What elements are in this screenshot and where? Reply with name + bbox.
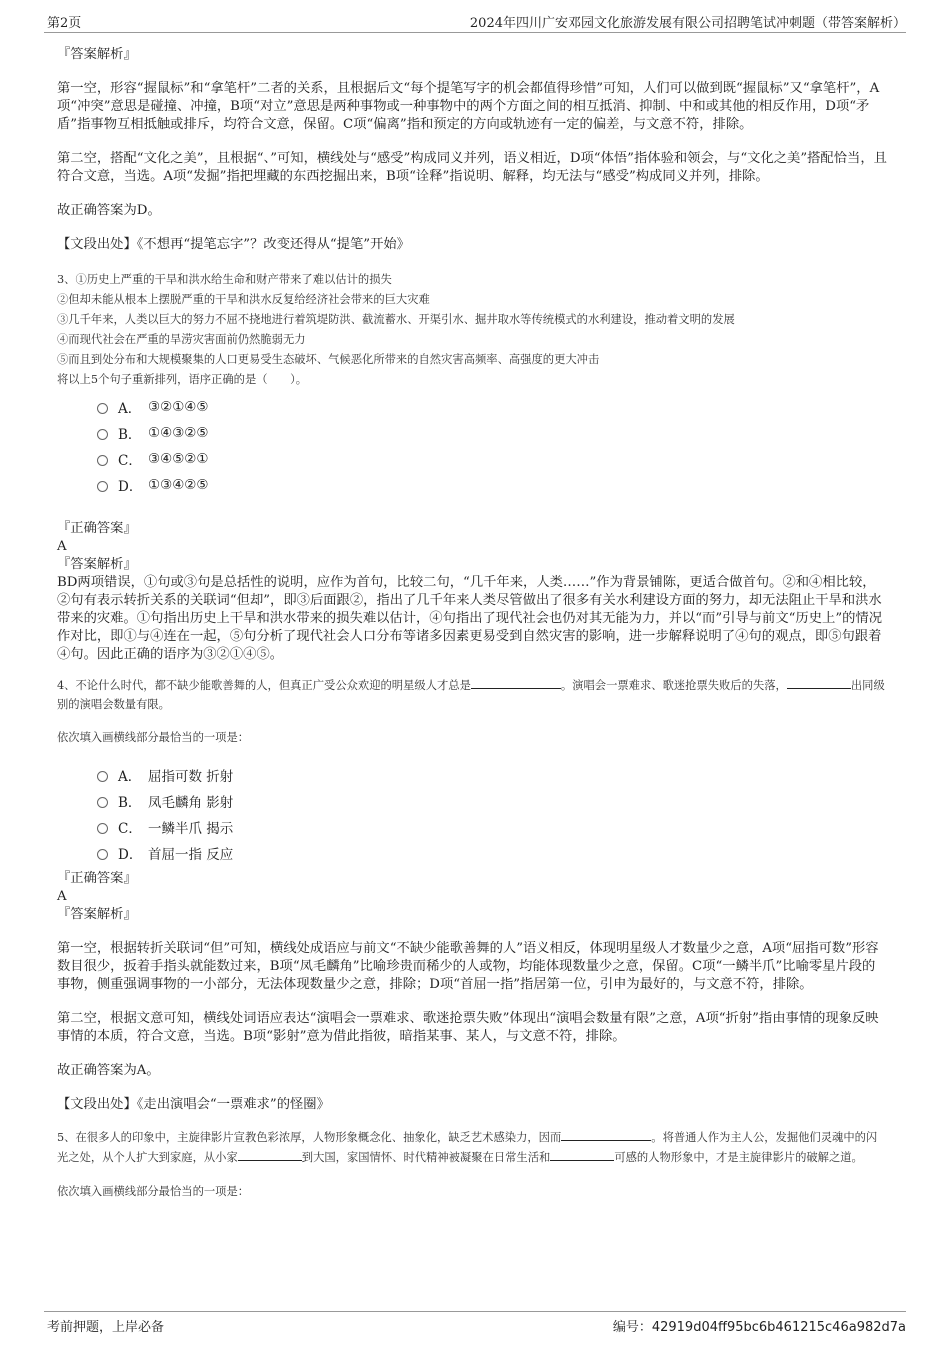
q3-analysis-label: 『答案解析』 [57, 557, 137, 572]
q4-option-b[interactable]: B． 凤毛麟角 影射 [57, 788, 887, 814]
q3-line: ③几千年来，人类以巨大的努力不屈不挠地进行着筑堤防洪、截流蓄水、开渠引水、掘井取水等传统模式的水利建设，推动着文明的发展 [57, 313, 735, 326]
document-title: 2024年四川广安邓园文化旅游发展有限公司招聘笔试冲刺题（带答案解析） [469, 16, 906, 31]
content [57, 46, 887, 1213]
q4-prompt: 依次填入画横线部分最恰当的一项是： [57, 731, 250, 744]
radio-icon[interactable] [97, 849, 108, 860]
q5-blank-1 [561, 1128, 651, 1141]
radio-icon[interactable] [97, 481, 108, 492]
q3-option-b[interactable]: B． ①④③②⑤ [57, 420, 887, 446]
q4-stem: 4、不论什么时代，都不缺少能歌善舞的人，但真正广受公众欢迎的明星级人才总是 。演唱会一票难求、歌迷抢票失败后的失落， 出同级别的演唱会数量有限。 [57, 676, 887, 714]
q3-analysis: BD两项错误，①句或③句是总括性的说明，应作为首句，比较二句，“几千年来，人类……”作为背景铺陈，更适合做首句。②和④相比较，②句有表示转折关系的关联词“但却”，即③后面跟②，指出了几千年来人类尽管做出了很多有关水利建设方面的努力，却无法阻止干旱和洪水带来的灾难。①句指出历史上干旱和洪水带来的损失难以估计，④句指出了现代社会也仍对其无能为力，并以“而”引导与前文“历史上”的情况作对比，即①与④连在一起，⑤句分析了现代社会人口分布等诸多因素更易受到自然灾害的影响，进一步解释说明了④句的观点，即⑤句跟着④句。因此正确的语序为③②①④⑤。 [57, 575, 883, 662]
q4-conclusion: 故正确答案为A。 [57, 1063, 160, 1078]
q2-source: 【文段出处】《不想再“提笔忘字”？改变还得从“提笔”开始》 [57, 237, 410, 252]
q3-option-c[interactable]: C． ③④⑤②① [57, 446, 887, 472]
q5-blank-3 [550, 1148, 614, 1161]
q3-option-a[interactable]: A． ③②①④⑤ [57, 394, 887, 420]
q3-line: ⑤而且到处分布和大规模聚集的人口更易受生态破坏、气候恶化所带来的自然灾害高频率、高强度的更大冲击 [57, 353, 600, 366]
q5-blank-2 [238, 1148, 302, 1161]
q3-line: 3、①历史上严重的干旱和洪水给生命和财产带来了难以估计的损失 [57, 273, 392, 286]
radio-icon[interactable] [97, 455, 108, 466]
q4-option-c[interactable]: C． 一鳞半爪 揭示 [57, 814, 887, 840]
q4-blank-2 [787, 676, 851, 689]
q2-analysis-para1: 第一空，形容“握鼠标”和“拿笔杆”二者的关系，且根据后文“每个提笔写字的机会都值得珍惜”可知，人们可以做到既“握鼠标”又“拿笔杆”，A项“冲突”意思是碰撞、冲撞，B项“对立”意思是两种事物或一种事物中的两个方面之间的相互抵消、抑制、中和或其他的相反作用，D项“矛盾”指事物互相抵触或排斥，均符合文意，保留。C项“偏离”指和预定的方向或轨迹有一定的偏差，与文意不符，排除。 [57, 81, 880, 132]
q5-prompt: 依次填入画横线部分最恰当的一项是： [57, 1185, 250, 1198]
radio-icon[interactable] [97, 429, 108, 440]
radio-icon[interactable] [97, 797, 108, 808]
q2-analysis-label: 『答案解析』 [57, 47, 137, 62]
radio-icon[interactable] [97, 771, 108, 782]
q3-stem [57, 270, 887, 390]
radio-icon[interactable] [97, 823, 108, 834]
radio-icon[interactable] [97, 403, 108, 414]
q3-options [57, 394, 887, 498]
q2-analysis-para2: 第二空，搭配“文化之美”，且根据“、”可知，横线处与“感受”构成同义并列，语义相近，D项“体悟”指体验和领会，与“文化之美”搭配恰当，且符合文意，当选。A项“发掘”指把埋藏的东西挖掘出来，B项“诠释”指说明、解释，均无法与“感受”构成同义并列，排除。 [57, 151, 887, 184]
footer-slogan: 考前押题，上岸必备 [47, 1320, 165, 1335]
q4-source: 【文段出处】《走出演唱会“一票难求”的怪圈》 [57, 1097, 330, 1112]
q2-conclusion: 故正确答案为D。 [57, 203, 161, 218]
q3-option-d[interactable]: D． ①③④②⑤ [57, 472, 887, 498]
q4-option-a[interactable]: A． 屈指可数 折射 [57, 762, 887, 788]
q3-line: ④而现代社会在严重的旱涝灾害面前仍然脆弱无力 [57, 333, 306, 346]
q5-stem: 5、在很多人的印象中，主旋律影片宣教色彩浓厚，人物形象概念化、抽象化，缺乏艺术感染力，因而 。将普通人作为主人公，发掘他们灵魂中的闪光之处，从个人扩大到家庭，从小家 到大国，家国情怀、时代精神被凝聚在日常生活和 可感的人物形象中，才是主旋律影片的破解之道。 [57, 1128, 887, 1168]
q4-answer: A [57, 889, 67, 904]
header-divider [44, 32, 906, 33]
q3-answer-label: 『正确答案』 [57, 521, 137, 536]
footer-code: 编号：42919d04ff95bc6b461215c46a982d7a [612, 1320, 906, 1335]
q4-options [57, 762, 887, 866]
q4-blank-1 [471, 676, 561, 689]
q3-line: ②但却未能从根本上摆脱严重的干旱和洪水反复给经济社会带来的巨大灾难 [57, 293, 430, 306]
q4-option-d[interactable]: D． 首屈一指 反应 [57, 840, 887, 866]
q4-analysis-para1: 第一空，根据转折关联词“但”可知，横线处成语应与前文“不缺少能歌善舞的人”语义相反，体现明星级人才数量少之意，A项“屈指可数”形容数目很少，扳着手指头就能数过来，B项“凤毛麟角”比喻珍贵而稀少的人或物，均能体现数量少之意，保留。C项“一鳞半爪”比喻零星片段的事物，侧重强调事物的一小部分，无法体现数量少之意，排除；D项“首屈一指”指居第一位，引申为最好的，与文意不符，排除。 [57, 941, 879, 992]
page-number: 第2页 [47, 16, 82, 31]
q3-line: 将以上5个句子重新排列，语序正确的是（ ）。 [57, 373, 308, 386]
q4-analysis-para2: 第二空，根据文意可知，横线处词语应表达“演唱会一票难求、歌迷抢票失败”体现出“演唱会数量有限”之意，A项“折射”指由事情的现象反映事情的本质，符合文意，当选。B项“影射”意为借此指彼，暗指某事、某人，与文意不符，排除。 [57, 1011, 879, 1044]
q3-answer: A [57, 539, 67, 554]
q4-answer-label: 『正确答案』 [57, 871, 137, 886]
footer-divider [44, 1311, 906, 1312]
q4-analysis-label: 『答案解析』 [57, 907, 137, 922]
